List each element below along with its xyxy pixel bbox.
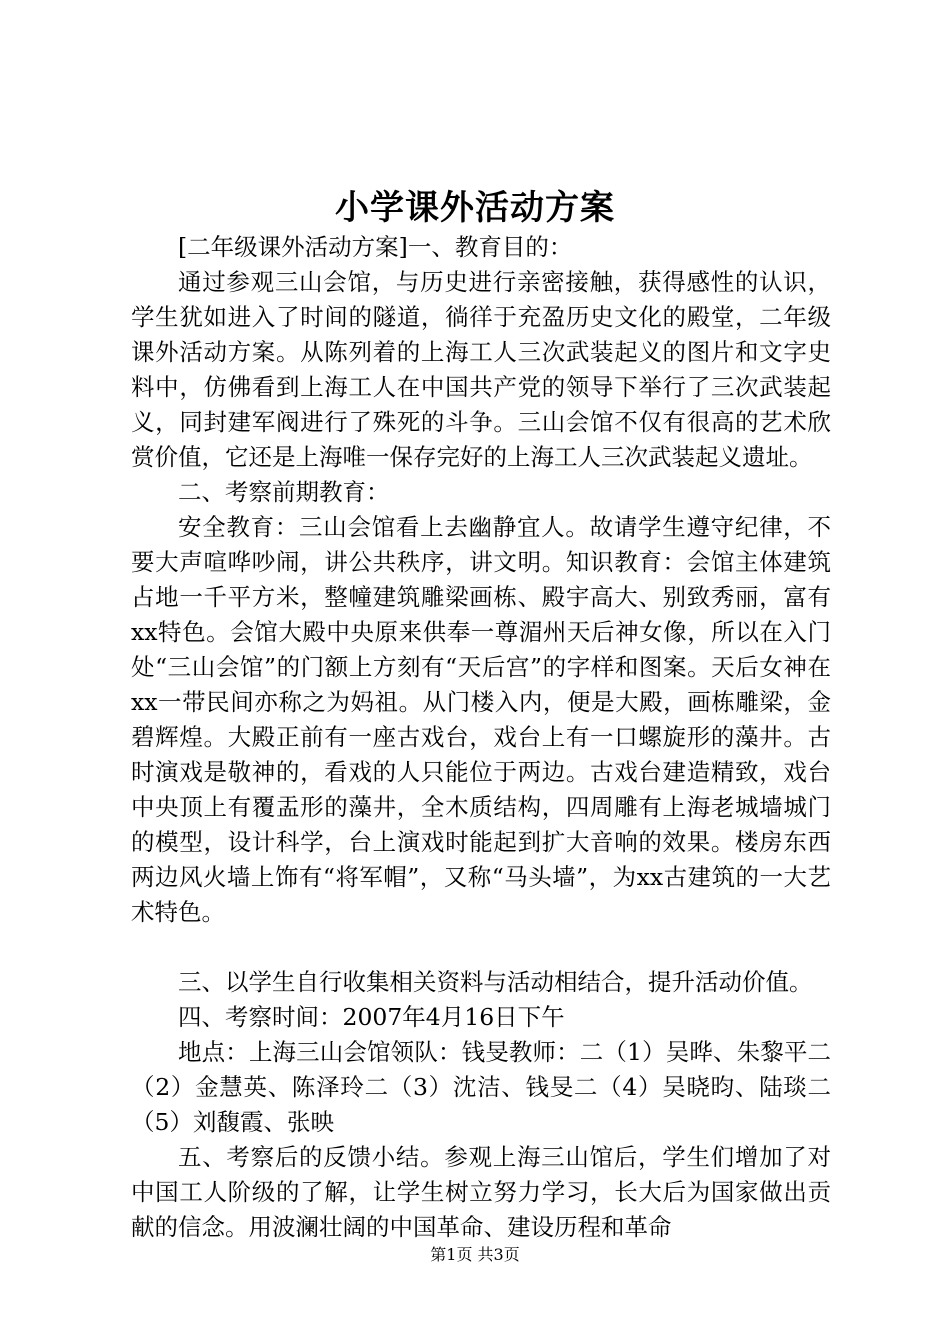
paragraph-section-five: 五、考察后的反馈小结。参观上海三山馆后，学生们增加了对中国工人阶级的了解，让学生树立努力学习，长大后为国家做出贡献的信念。用波澜壮阔的中国革命、建设历程和革命 [131, 1143, 831, 1241]
paragraph-purpose: 通过参观三山会馆，与历史进行亲密接触，获得感性的认识，学生犹如进入了时间的隧道，徜徉于充盈历史文化的殿堂，二年级课外活动方案。从陈列着的上海工人三次武装起义的图片和文字史料中，仿佛看到上海工人在中国共产党的领导下举行了三次武装起义，同封建军阀进行了殊死的斗争。三山会馆不仅有很高的艺术欣赏价值，它还是上海唯一保存完好的上海工人三次武装起义遗址。 [131, 268, 831, 471]
paragraph-education: 安全教育：三山会馆看上去幽静宜人。故请学生遵守纪律，不要大声喧哗吵闹，讲公共秩序，讲文明。知识教育：会馆主体建筑占地一千平方米，整幢建筑雕梁画栋、殿宇高大、别致秀丽，富有xx特色。会馆大殿中央原来供奉一尊湄州天后神女像，所以在入门处“三山会馆”的门额上方刻有“天后宫”的字样和图案。天后女神在xx一带民间亦称之为妈祖。从门楼入内，便是大殿，画栋雕梁，金碧辉煌。大殿正前有一座古戏台，戏台上有一口螺旋形的藻井。古时演戏是敬神的，看戏的人只能位于两边。古戏台建造精致，戏台中央顶上有覆盂形的藻井，全木质结构，四周雕有上海老城墙城门的模型，设计科学，台上演戏时能起到扩大音响的效果。楼房东西两边风火墙上饰有“将军帽”，又称“马头墙”，为xx古建筑的一大艺术特色。 [131, 513, 831, 926]
page-footer: 第1页 共3页 [430, 1245, 520, 1264]
paragraph-section-two-heading: 二、考察前期教育： [178, 478, 390, 506]
document-body [131, 230, 831, 1245]
paragraph-section-three: 三、以学生自行收集相关资料与活动相结合，提升活动价值。 [178, 968, 813, 996]
paragraph-intro: [二年级课外活动方案]一、教育目的： [178, 233, 573, 261]
paragraph-section-four-time: 四、考察时间：2007年4月16日下午 [178, 1003, 565, 1031]
document-title: 小学课外活动方案 [335, 188, 615, 228]
paragraph-location-staff: 地点：上海三山会馆领队：钱旻教师：二（1）吴晔、朱黎平二（2）金慧英、陈泽玲二（3）沈洁、钱旻二（4）吴晓昀、陆琰二（5）刘馥霞、张映 [131, 1038, 831, 1136]
